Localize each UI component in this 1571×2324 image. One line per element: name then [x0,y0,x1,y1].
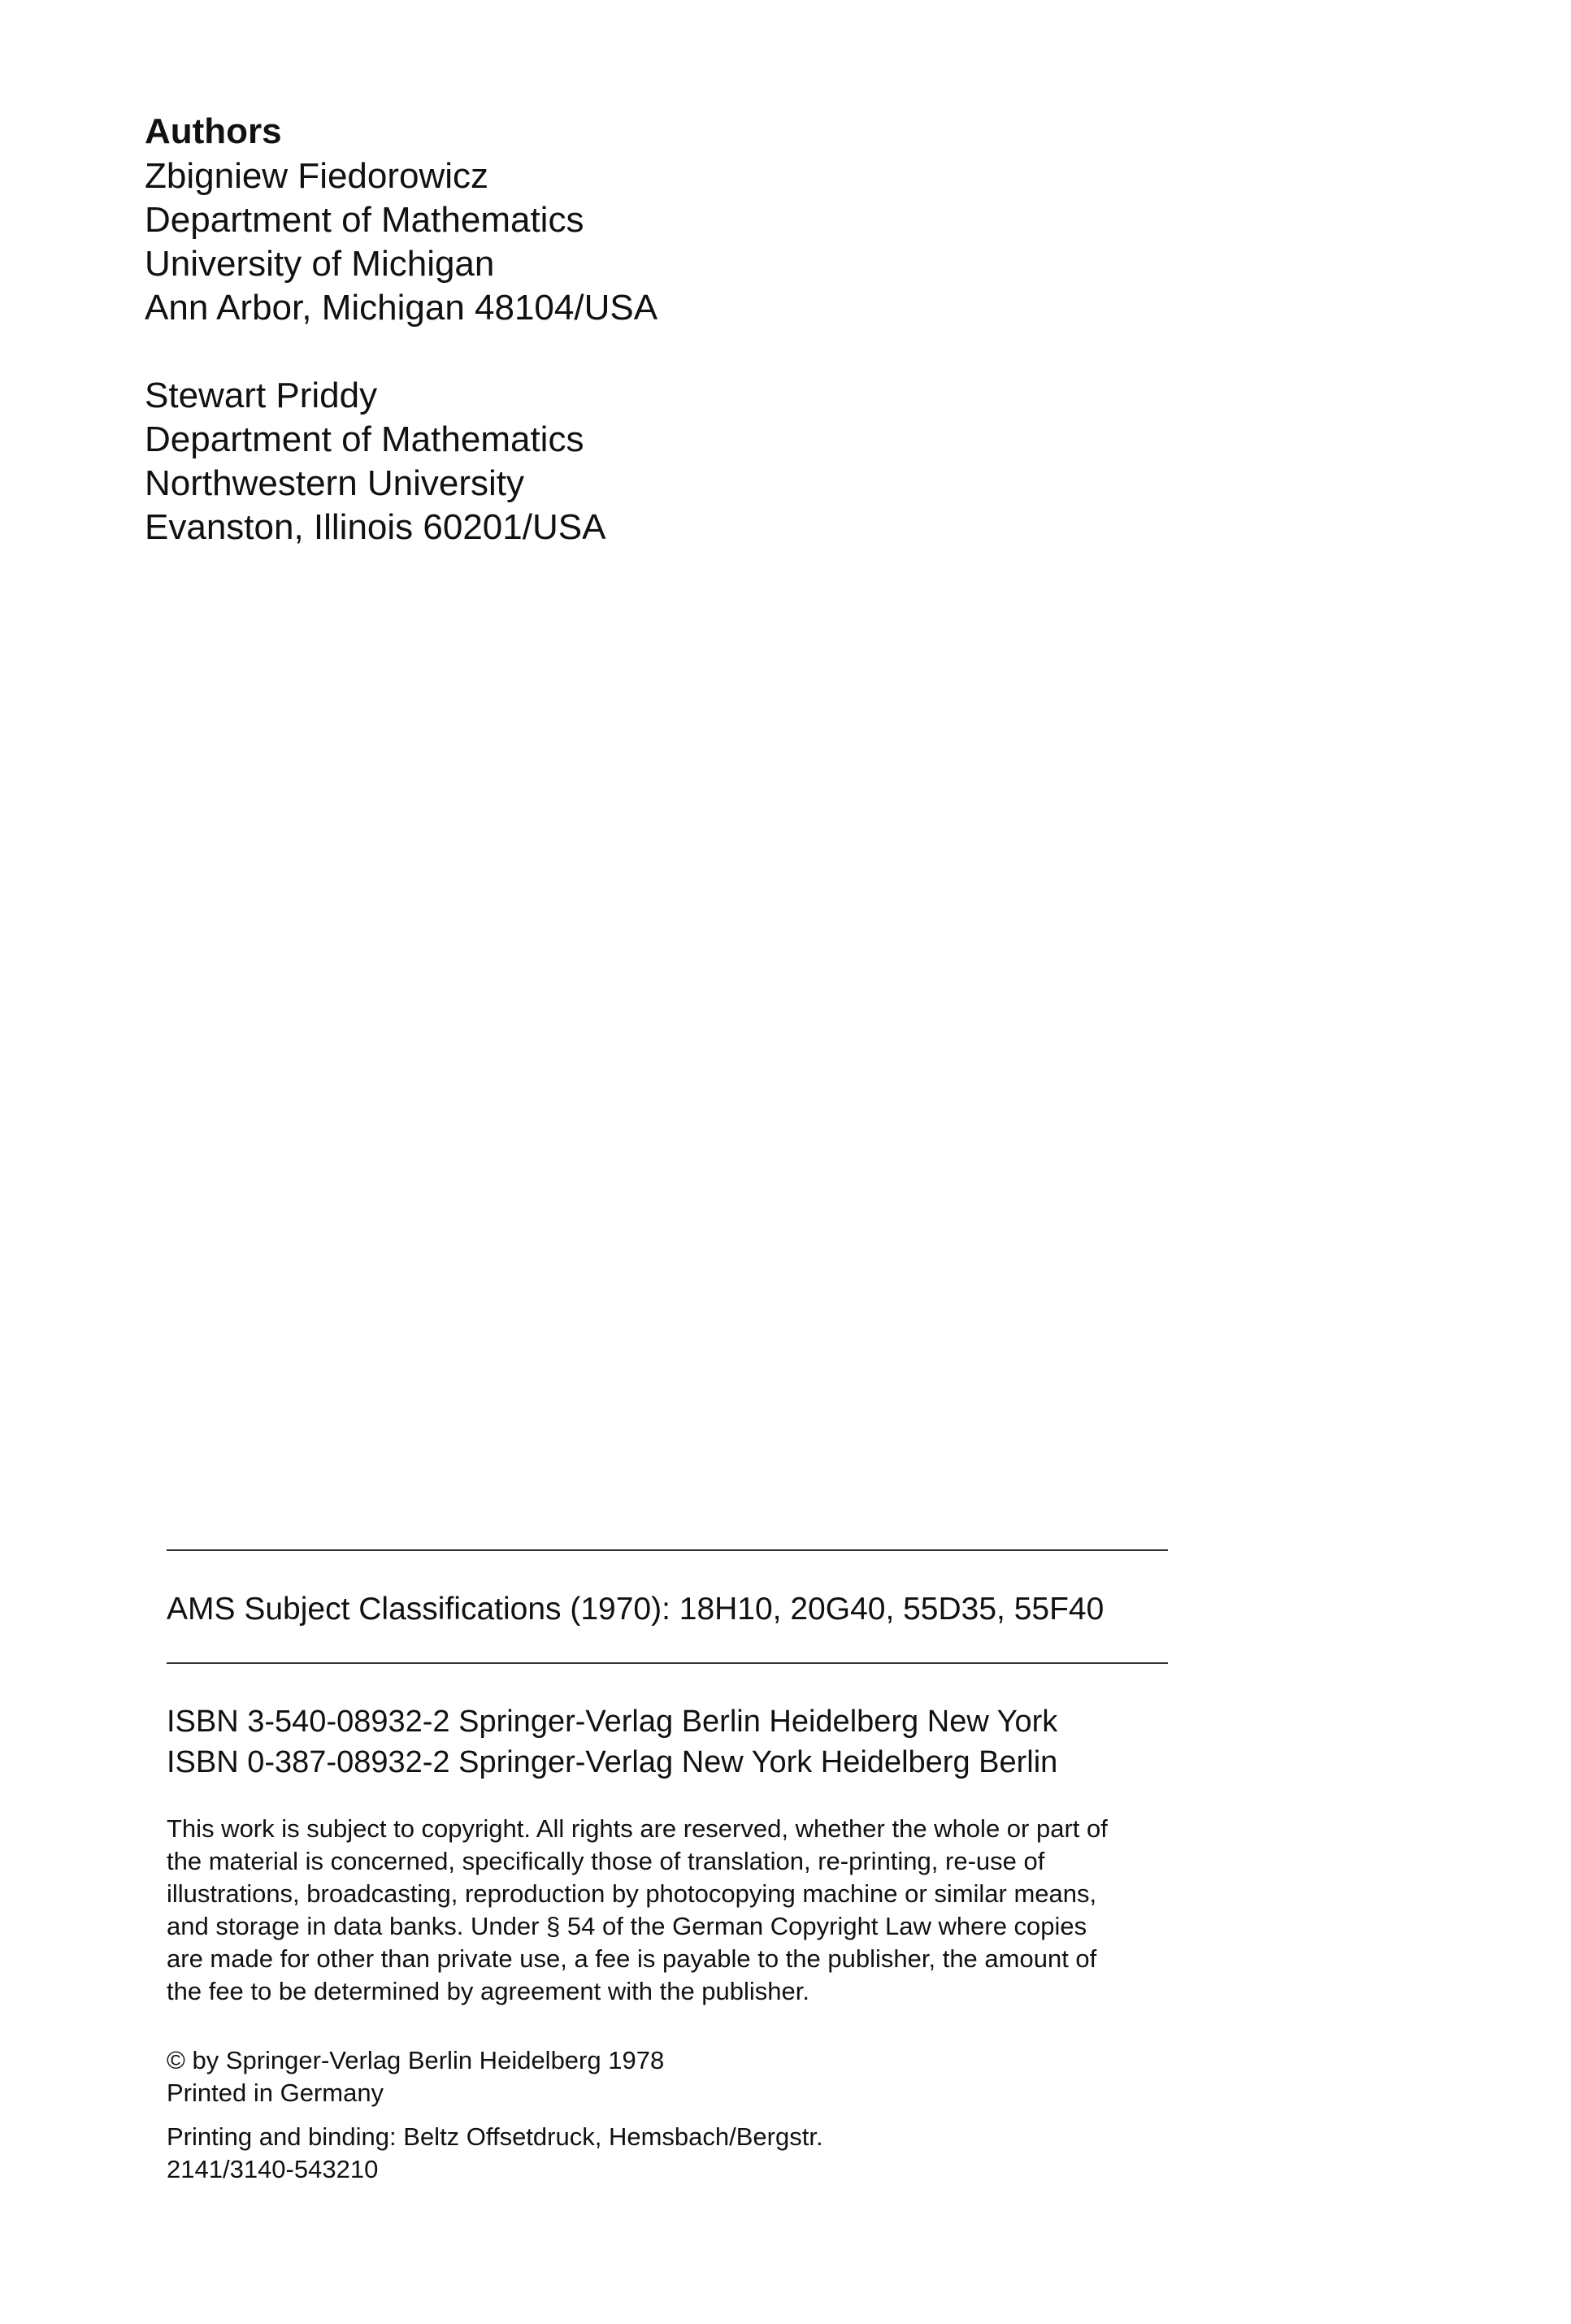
divider-top [167,1549,1168,1551]
author-entry [145,374,1120,550]
authors-heading: Authors [145,111,282,151]
printing-binding-line: Printing and binding: Beltz Offsetdruck, Hemsbach/Bergstr. [167,2122,823,2151]
authors-block [145,109,1120,550]
author-institution: University of Michigan [145,244,495,284]
author-institution: Northwestern University [145,463,525,503]
author-name: Stewart Priddy [145,376,378,415]
author-department: Department of Mathematics [145,419,584,459]
author-name: Zbigniew Fiedorowicz [145,156,489,196]
isbn-line: ISBN 0-387-08932-2 Springer-Verlag New York Heidelberg Berlin [167,1745,1058,1779]
copyright-notice [167,1813,1126,2008]
printed-in-line: Printed in Germany [167,2079,384,2107]
ams-classification: AMS Subject Classifications (1970): 18H10, 20G40, 55D35, 55F40 [167,1592,1104,1627]
author-address: Ann Arbor, Michigan 48104/USA [145,288,658,328]
copyright-line: © by Springer-Verlag Berlin Heidelberg 1978 [167,2046,665,2074]
author-department: Department of Mathematics [145,200,584,240]
divider-bottom [167,1662,1168,1664]
isbn-block [167,1701,1057,1783]
copyright-notice-text: This work is subject to copyright. All rights are reserved, whether the whole or part of the material is concerned, specifically those of translation, re-printing, re-use of illustrations, broadcasting, reproduction by photocopying machine or similar means, and storage in data banks. Under § 54 of the German Copyright Law where copies are made for other than private use, a fee is payable to the publisher, the amount of the fee to be determined by agreement with the publisher. [167,1814,1108,2005]
author-address: Evanston, Illinois 60201/USA [145,507,606,547]
catalog-code: 2141/3140-543210 [167,2155,379,2183]
publication-info [167,2044,823,2186]
isbn-line: ISBN 3-540-08932-2 Springer-Verlag Berlin Heidelberg New York [167,1705,1058,1739]
author-entry [145,154,1120,330]
